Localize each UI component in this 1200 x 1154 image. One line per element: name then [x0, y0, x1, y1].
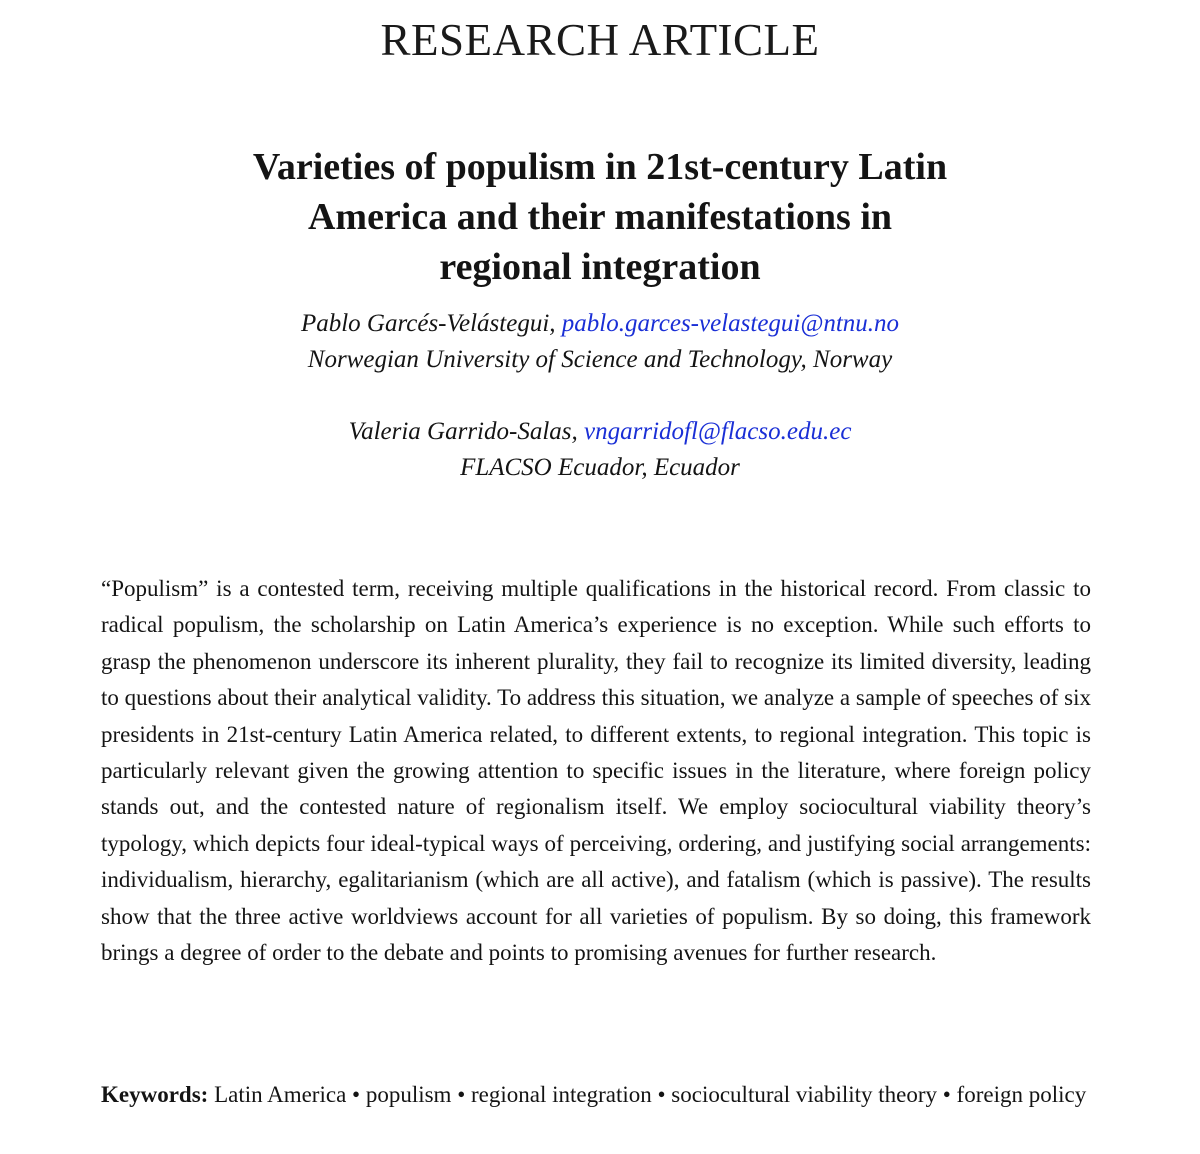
author-1-name: Pablo Garcés-Velástegui, — [300, 310, 556, 337]
keywords-label: Keywords: — [101, 1082, 209, 1107]
section-header: RESEARCH ARTICLE — [380, 15, 820, 65]
author-1 — [0, 306, 1200, 378]
author-2-email-link[interactable]: vngarridofl@flacso.edu.ec — [584, 418, 852, 445]
author-1-name-line — [0, 306, 1200, 342]
author-2 — [0, 414, 1200, 486]
keywords-list: Latin America • populism • regional integration • sociocultural viability theory • foreign policy — [214, 1082, 1087, 1107]
author-2-name-line — [0, 414, 1200, 450]
article-title — [100, 142, 1100, 292]
title-line-3: regional integration — [439, 246, 761, 288]
author-2-affiliation: FLACSO Ecuador, Ecuador — [460, 454, 740, 481]
abstract-text: “Populism” is a contested term, receiving multiple qualifications in the historical record. From classic to radical populism, the scholarship on Latin America’s experience is no exception. While such efforts to grasp the phenomenon underscore its inherent plurality, they fail to recognize its limited diversity, leading to questions about their analytical validity. To address this situation, we analyze a sample of speeches of six presidents in 21st-century Latin America related, to different extents, to regional integration. This topic is particularly relevant given the growing attention to specific issues in the literature, where foreign policy stands out, and the contested nature of regionalism itself. We employ sociocultural viability theory’s typology, which depicts four ideal-typical ways of perceiving, ordering, and justifying social arrangements: individualism, hierarchy, egalitarianism (which are all active), and fatalism (which is passive). The results show that the three active worldviews account for all varieties of populism. By so doing, this framework brings a degree of order to the debate and points to promising avenues for further research. — [101, 576, 1091, 966]
author-2-name: Valeria Garrido-Salas, — [348, 418, 578, 445]
author-1-email-link[interactable]: pablo.garces-velastegui@ntnu.no — [561, 310, 900, 337]
title-line-2: America and their manifestations in — [307, 196, 893, 238]
author-list — [0, 306, 1200, 522]
author-1-affiliation: Norwegian University of Science and Technology, Norway — [307, 346, 893, 373]
keywords-line — [101, 1076, 1091, 1113]
title-line-1: Varieties of populism in 21st-century Latin — [252, 146, 948, 188]
